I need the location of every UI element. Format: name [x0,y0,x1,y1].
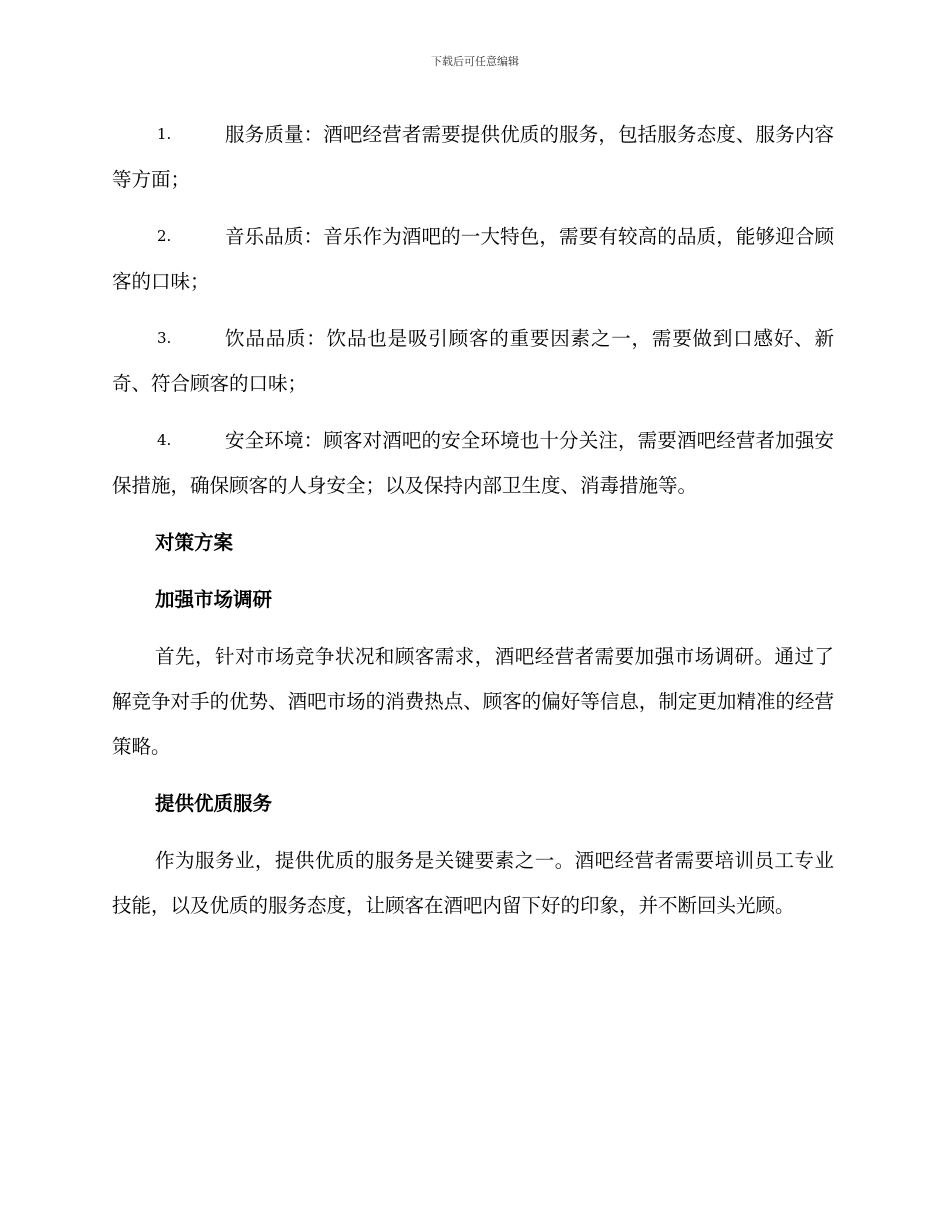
paragraph-market: 首先，针对市场竞争状况和顾客需求，酒吧经营者需要加强市场调研。通过了解竞争对手的优势、酒吧市场的消费热点、顾客的偏好等信息，制定更加精准的经营策略。 [112,645,834,758]
list-item-number: 2. [157,227,172,245]
paragraph-service: 作为服务业，提供优质的服务是关键要素之一。酒吧经营者需要培训员工专业技能，以及优质的服务态度，让顾客在酒吧内留下好的印象，并不断回头光顾。 [112,849,834,917]
list-item-number: 4. [157,431,172,449]
list-item [112,418,834,508]
list-item-number: 1. [157,125,172,143]
list-item-text: 饮品品质：饮品也是吸引顾客的重要因素之一，需要做到口感好、新奇、符合顾客的口味； [112,327,834,395]
subsection-heading-market: 加强市场调研 [155,588,273,611]
list-item [112,316,834,406]
header-note: 下载后可任意编辑 [431,55,519,68]
subsection-heading-service: 提供优质服务 [155,792,273,815]
list-item [112,214,834,304]
list-item [112,112,834,202]
list-item-text: 服务质量：酒吧经营者需要提供优质的服务，包括服务态度、服务内容等方面； [112,123,834,191]
document-body [112,112,834,940]
section-heading: 对策方案 [155,531,234,554]
list-item-text: 安全环境：顾客对酒吧的安全环境也十分关注，需要酒吧经营者加强安保措施，确保顾客的人身安全；以及保持内部卫生度、消毒措施等。 [112,429,834,497]
list-item-text: 音乐品质：音乐作为酒吧的一大特色，需要有较高的品质，能够迎合顾客的口味； [112,225,834,293]
list-item-number: 3. [157,329,172,347]
